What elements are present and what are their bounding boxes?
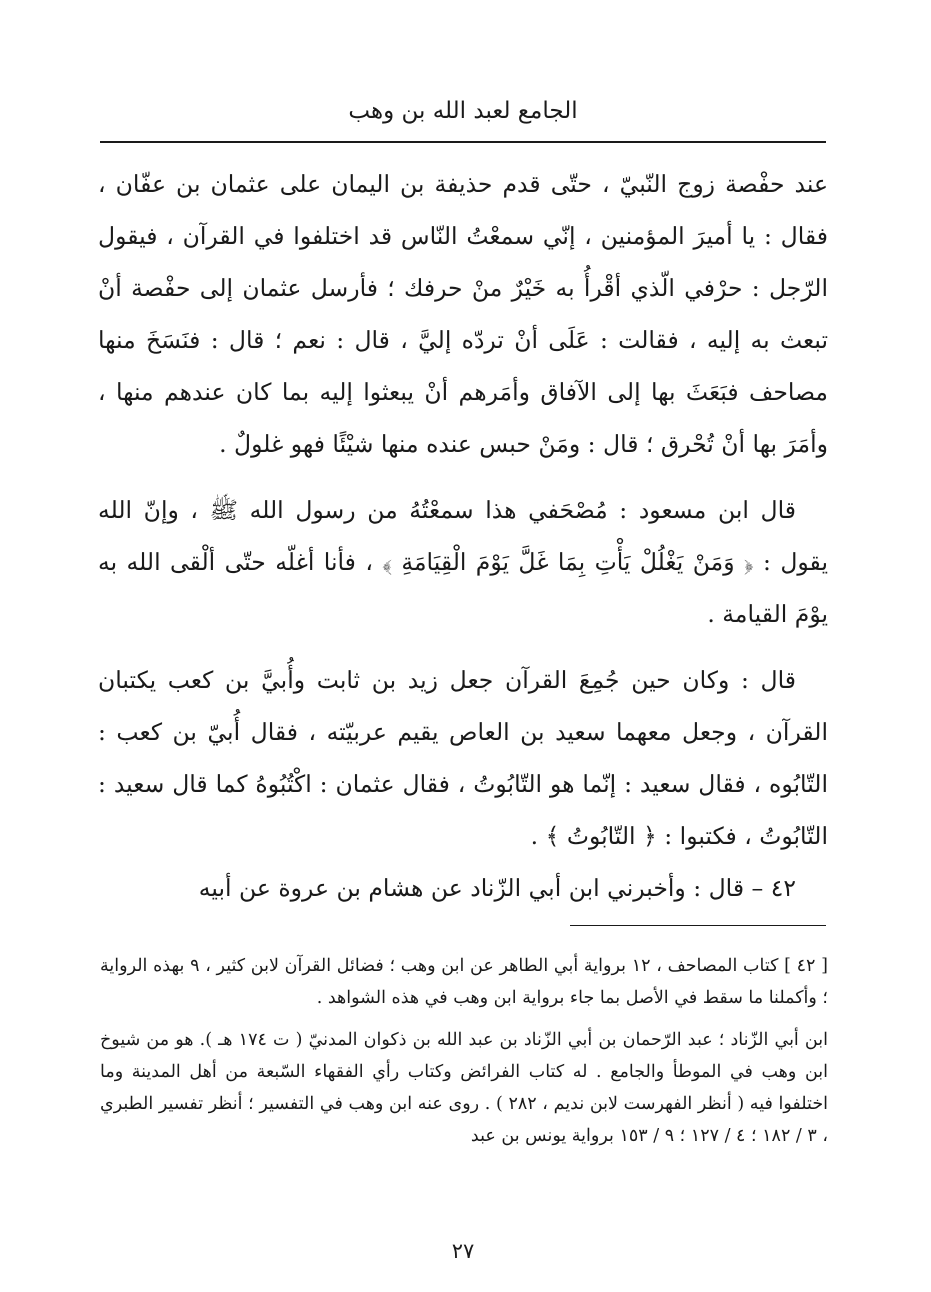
footnote-1: [ ٤٢ ] كتاب المصاحف ، ١٢ برواية أبي الطاهر عن ابن وهب ؛ فضائل القرآن لابن كثير ، ٩ بهذه الرواية ؛ وأكملنا ما سقط في الأصل بما جاء برواية ابن وهب في هذه الشواهد . (100, 956, 828, 1008)
running-header: الجامع لعبد الله بن وهب (348, 98, 578, 124)
paragraph-3: قال : وكان حين جُمِعَ القرآن جعل زيد بن ثابت وأُبيَّ بن كعب يكتبان القرآن ، وجعل معهما سعيد بن العاص يقيم عربيّته ، فقال أُبيّ بن كعب : التّابُوه ، فقال سعيد : إنّما هو التّابُوتُ ، فقال عثمان : اكْتُبُوهُ كما قال سعيد : التّابُوتُ ، فكتبوا : ﴿ التّابُوتُ ﴾ . (98, 666, 828, 850)
footnote-rule (570, 925, 826, 926)
paragraph-2: قال ابن مسعود : مُصْحَفي هذا سمعْتُهُ من رسول الله ﷺ ، وإنّ الله يقول : ﴿ وَمَنْ يَغْلُلْ يَأْتِ بِمَا غَلَّ يَوْمَ الْقِيَامَةِ ﴾ ، فأنا أغلّه حتّى ألْقى الله به يوْمَ القيامة . (98, 496, 828, 628)
paragraph-1: عند حفْصة زوج النّبيّ ، حتّى قدم حذيفة بن اليمان على عثمان بن عفّان ، فقال : يا أميرَ المؤمنين ، إنّي سمعْتُ النّاس قد اختلفوا في القرآن ، فيقول الرّجل : حرْفي الّذي أقْرأُ به خَيْرٌ منْ حرفك ؛ فأرسل عثمان إلى حفْصة أنْ تبعث به إليه ، فقالت : عَلَى أنْ تردّه إليَّ ، قال : نعم ؛ قال : فنَسَخَ منها مصاحف فبَعَثَ بها إلى الآفاق وأمَرهم أنْ يبعثوا إليه بما كان عندهم منها ، وأمَرَ بها أنْ تُحْرق ؛ قال : ومَنْ حبس عنده منها شيْئًا فهو غلولٌ . (98, 170, 828, 458)
footnotes (100, 950, 828, 1152)
footnote-2: ابن أبي الزّناد ؛ عبد الرّحمان بن أبي الزّناد بن عبد الله بن ذكوان المدنيّ ( ت ١٧٤ هـ ). هو من شيوخ ابن وهب في الموطأ والجامع . له كتاب الفرائض وكتاب رأي الفقهاء السّبعة من أهل المدينة وما اختلفوا فيه ( أنظر الفهرست لابن نديم ، ٢٨٢ ) . روى عنه ابن وهب في التفسير ؛ أنظر تفسير الطبري ، ٣ / ١٨٢ ؛ ٤ / ١٢٧ ؛ ٩ / ١٥٣ برواية يونس بن عبد (100, 1030, 829, 1146)
header-rule (100, 141, 826, 143)
page-number: ٢٧ (451, 1239, 475, 1263)
hadith-42-start: ٤٢ – قال : وأخبرني ابن أبي الزّناد عن هشام بن عروة عن أبيه (198, 874, 796, 902)
main-text (98, 158, 828, 914)
